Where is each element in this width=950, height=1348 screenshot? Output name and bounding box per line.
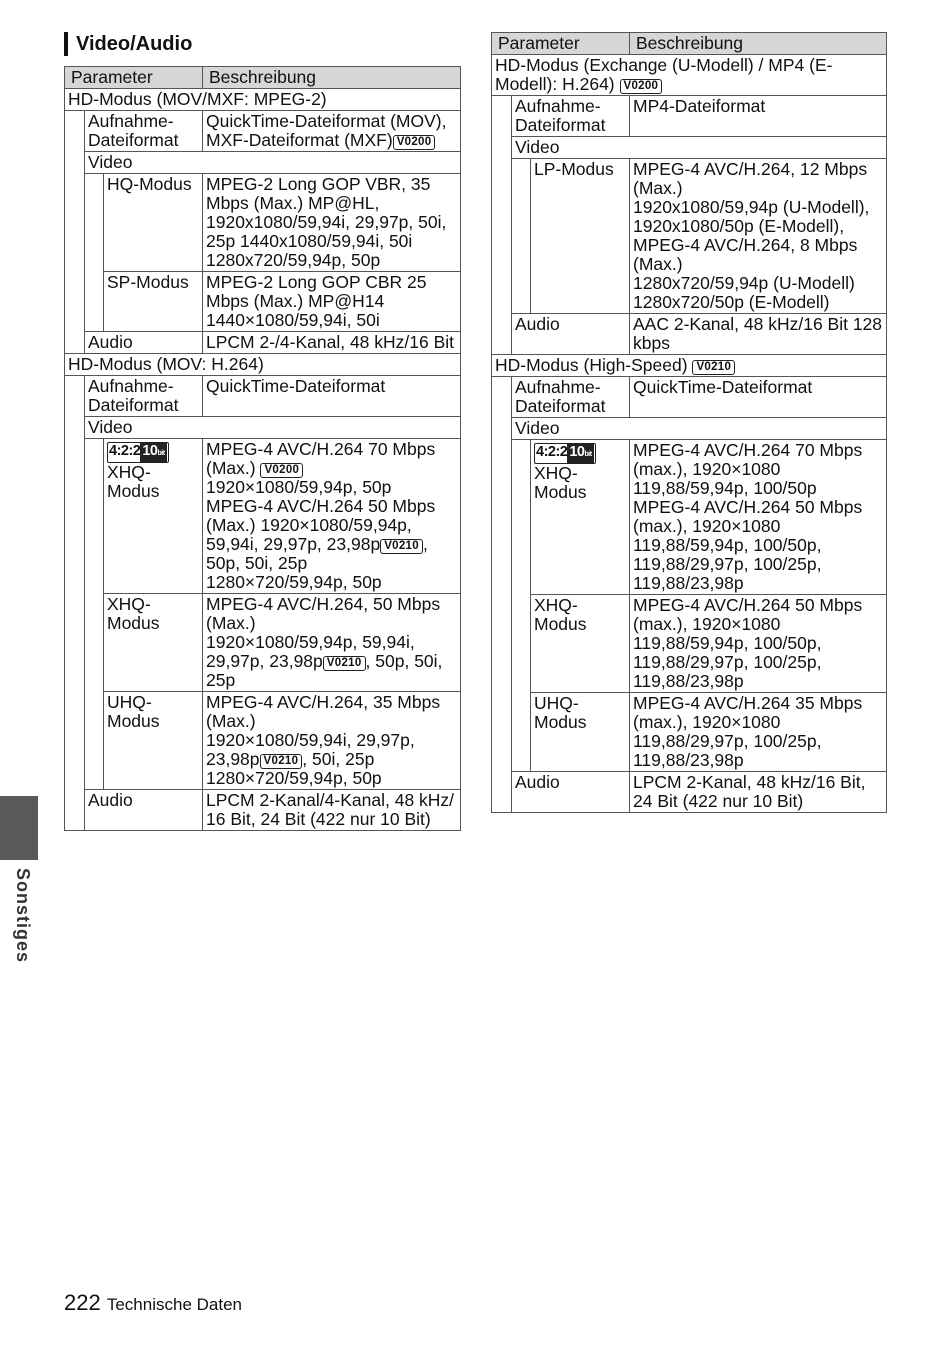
param-audio: Audio — [85, 332, 203, 354]
table-row — [65, 89, 461, 111]
table-row — [492, 314, 887, 355]
section-title: HD-Modus (Exchange (U-Modell) / MP4 (E- Modell): H.264) V0200 — [492, 55, 887, 96]
right-spec-table — [491, 32, 887, 813]
table-row — [65, 332, 461, 354]
table-row — [492, 355, 887, 377]
version-badge: V0200 — [260, 463, 303, 478]
param-lp-modus: LP-Modus — [531, 159, 630, 314]
version-badge: V0210 — [323, 656, 366, 671]
indent-cell — [85, 439, 104, 790]
table-row — [492, 595, 887, 693]
param-xhq-422-modus: 4:2:2 10bit XHQ- Modus — [104, 439, 203, 594]
param-audio: Audio — [85, 790, 203, 831]
left-spec-table — [64, 66, 461, 831]
param-video: Video — [85, 417, 461, 439]
format-422-10bit-icon: 4:2:2 10bit — [534, 443, 596, 464]
param-video: Video — [512, 137, 887, 159]
footer-section: Technische Daten — [106, 1295, 242, 1314]
table-row — [492, 137, 887, 159]
side-tab-label: Sonstiges — [13, 868, 33, 964]
table-row — [65, 692, 461, 790]
indent-cell — [512, 440, 531, 772]
param-sp-modus: SP-Modus — [104, 272, 203, 332]
table-row — [492, 159, 887, 314]
section-title: HD-Modus (High-Speed) V0210 — [492, 355, 887, 377]
desc-xhq-modus: MPEG-4 AVC/H.264, 50 Mbps (Max.) 1920×1080/59,94p, 59,94i, 29,97p, 23,98p V0210 , 50p, 50i, 25p — [203, 594, 461, 692]
table-row — [65, 174, 461, 272]
desc-xhq-modus: MPEG-4 AVC/H.264 50 Mbps (max.), 1920×1080 119,88/59,94p, 100/50p, 119,88/29,97p, 100/25p, 119,88/23,98p — [630, 595, 887, 693]
desc-aufnahme: MP4-Dateiformat — [630, 96, 887, 137]
desc-xhq-422-modus: MPEG-4 AVC/H.264 70 Mbps (max.), 1920×1080 119,88/59,94p, 100/50p MPEG-4 AVC/H.264 50 Mbps (max.), 1920×1080 119,88/59,94p, 100/50p, 119,88/29,97p, 100/25p, 119,88/23,98p — [630, 440, 887, 595]
page-number: 222 — [64, 1290, 101, 1315]
table-row — [65, 417, 461, 439]
table-row — [492, 55, 887, 96]
indent-cell — [65, 376, 85, 831]
desc-lp-modus: MPEG-4 AVC/H.264, 12 Mbps (Max.) 1920x1080/59,94p (U-Modell), 1920x1080/50p (E-Modell), MPEG-4 AVC/H.264, 8 Mbps (Max.) 1280x720/59,94p (U-Modell) 1280x720/50p (E-Modell) — [630, 159, 887, 314]
table-header-row — [65, 67, 461, 89]
table-row — [65, 594, 461, 692]
section-title: HD-Modus (MOV/MXF: MPEG-2) — [65, 89, 461, 111]
table-row — [65, 111, 461, 152]
indent-cell — [85, 174, 104, 332]
desc-sp-modus: MPEG-2 Long GOP CBR 25 Mbps (Max.) MP@H14 1440×1080/59,94i, 50i — [203, 272, 461, 332]
desc-aufnahme: QuickTime-Dateiformat — [630, 377, 887, 418]
header-parameter: Parameter — [65, 67, 203, 89]
param-aufnahme: Aufnahme- Dateiformat — [85, 376, 203, 417]
version-badge: V0210 — [692, 360, 735, 375]
table-row — [492, 96, 887, 137]
page-footer — [64, 1290, 242, 1316]
table-row — [492, 772, 887, 813]
desc-uhq-modus: MPEG-4 AVC/H.264 35 Mbps (max.), 1920×1080 119,88/29,97p, 100/25p, 119,88/23,98p — [630, 693, 887, 772]
param-hq-modus: HQ-Modus — [104, 174, 203, 272]
format-422-10bit-icon: 4:2:2 10bit — [107, 442, 169, 463]
table-row — [65, 790, 461, 831]
version-badge: V0200 — [620, 79, 663, 94]
table-row — [65, 376, 461, 417]
header-parameter: Parameter — [492, 33, 630, 55]
table-row — [492, 377, 887, 418]
desc-audio: AAC 2-Kanal, 48 kHz/16 Bit 128 kbps — [630, 314, 887, 355]
section-title: HD-Modus (MOV: H.264) — [65, 354, 461, 376]
table-row — [492, 693, 887, 772]
table-row — [65, 354, 461, 376]
indent-cell — [512, 159, 531, 314]
param-xhq-422-modus: 4:2:2 10bit XHQ- Modus — [531, 440, 630, 595]
param-aufnahme: Aufnahme- Dateiformat — [85, 111, 203, 152]
indent-cell — [65, 111, 85, 354]
param-audio: Audio — [512, 772, 630, 813]
side-tab-marker — [0, 796, 38, 860]
desc-hq-modus: MPEG-2 Long GOP VBR, 35 Mbps (Max.) MP@HL, 1920x1080/59,94i, 29,97p, 50i, 25p 1440x1080/59,94i, 50i 1280x720/59,94p, 50p — [203, 174, 461, 272]
param-video: Video — [512, 418, 887, 440]
table-row — [492, 440, 887, 595]
table-row — [65, 272, 461, 332]
desc-aufnahme: QuickTime-Dateiformat — [203, 376, 461, 417]
desc-xhq-422-modus: MPEG-4 AVC/H.264 70 Mbps (Max.) V0200 1920×1080/59,94p, 50p MPEG-4 AVC/H.264 50 Mbps (Max.) 1920×1080/59,94p, 59,94i, 29,97p, 23,98p V0210 , 50p, 50i, 25p 1280×720/59,94p, 50p — [203, 439, 461, 594]
desc-aufnahme: QuickTime-Dateiformat (MOV), MXF-Dateiformat (MXF) V0200 — [203, 111, 461, 152]
indent-cell — [492, 96, 512, 355]
table-row — [492, 418, 887, 440]
version-badge: V0210 — [380, 539, 423, 554]
param-video: Video — [85, 152, 461, 174]
table-row — [65, 439, 461, 594]
param-aufnahme: Aufnahme- Dateiformat — [512, 377, 630, 418]
indent-cell — [492, 377, 512, 813]
version-badge: V0210 — [260, 754, 303, 769]
param-aufnahme: Aufnahme- Dateiformat — [512, 96, 630, 137]
desc-audio: LPCM 2-Kanal/4-Kanal, 48 kHz/ 16 Bit, 24 Bit (422 nur 10 Bit) — [203, 790, 461, 831]
header-description: Beschreibung — [630, 33, 887, 55]
param-xhq-modus: XHQ- Modus — [531, 595, 630, 693]
version-badge: V0200 — [393, 135, 436, 150]
table-header-row — [492, 33, 887, 55]
param-uhq-modus: UHQ- Modus — [104, 692, 203, 790]
param-xhq-modus: XHQ- Modus — [104, 594, 203, 692]
desc-uhq-modus: MPEG-4 AVC/H.264, 35 Mbps (Max.) 1920×1080/59,94i, 29,97p, 23,98p V0210 , 50i, 25p 1280×720/59,94p, 50p — [203, 692, 461, 790]
desc-audio: LPCM 2-Kanal, 48 kHz/16 Bit, 24 Bit (422 nur 10 Bit) — [630, 772, 887, 813]
desc-audio: LPCM 2-/4-Kanal, 48 kHz/16 Bit — [203, 332, 461, 354]
section-heading: Video/Audio — [64, 32, 192, 56]
header-description: Beschreibung — [203, 67, 461, 89]
param-uhq-modus: UHQ- Modus — [531, 693, 630, 772]
param-audio: Audio — [512, 314, 630, 355]
table-row — [65, 152, 461, 174]
